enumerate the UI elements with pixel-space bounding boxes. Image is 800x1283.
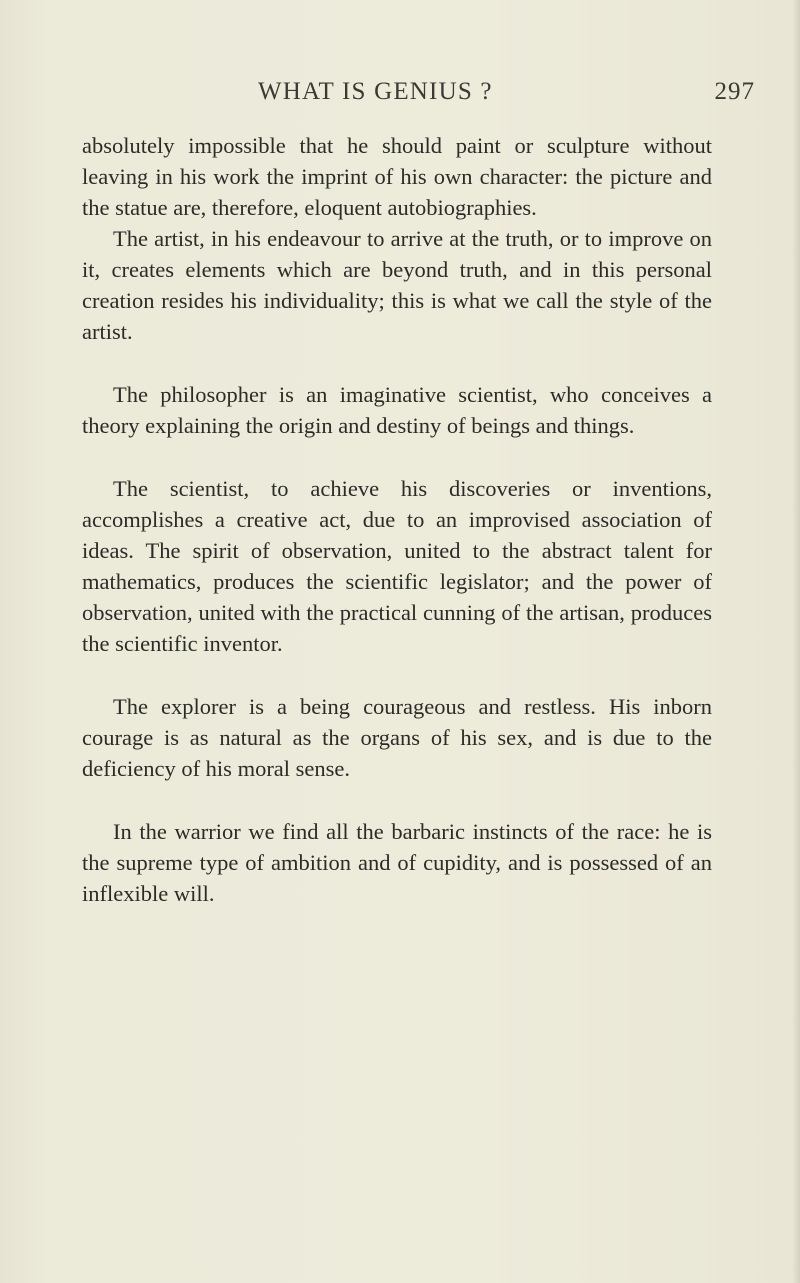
paragraph-artist: The artist, in his endeavour to arrive at the truth, or to improve on it, creates elements which are beyond truth, and in this personal creation resides his individuality; this is what we call the style of the artist. [82, 226, 712, 344]
paragraph-gap [82, 347, 712, 379]
paragraph-explorer: The explorer is a being courageous and restless. His inborn courage is as natural as the organs of his sex, and is due to the deficiency of his moral sense. [82, 694, 712, 781]
paragraph-scientist: The scientist, to achieve his discoveries or inventions, accomplishes a creative act, due to an improvised association of ideas. The spirit of observation, united to the abstract talent for mathematics, produces the scientific legislator; and the power of observation, united with the practical cunning of the artisan, produces the scientific inventor. [82, 476, 712, 656]
page-edge-shadow [792, 0, 800, 1283]
page-number: 297 [714, 78, 755, 105]
paragraph-warrior: In the warrior we find all the barbaric instincts of the race: he is the supreme type of ambition and of cupidity, and is possessed of an inflexible will. [82, 819, 712, 906]
body-text [82, 130, 712, 909]
paragraph-philosopher: The philosopher is an imaginative scientist, who conceives a theory explaining the origin and destiny of beings and things. [82, 382, 712, 438]
running-head [0, 78, 800, 112]
paragraph-gap [82, 784, 712, 816]
running-head-title: WHAT IS GENIUS ? [258, 78, 493, 105]
paragraph-gap [82, 659, 712, 691]
paragraph-gap [82, 441, 712, 473]
paragraph-continuation: absolutely impossible that he should paint or sculpture without leaving in his work the imprint of his own character: the picture and the statue are, therefore, eloquent autobiographies. [82, 133, 712, 220]
